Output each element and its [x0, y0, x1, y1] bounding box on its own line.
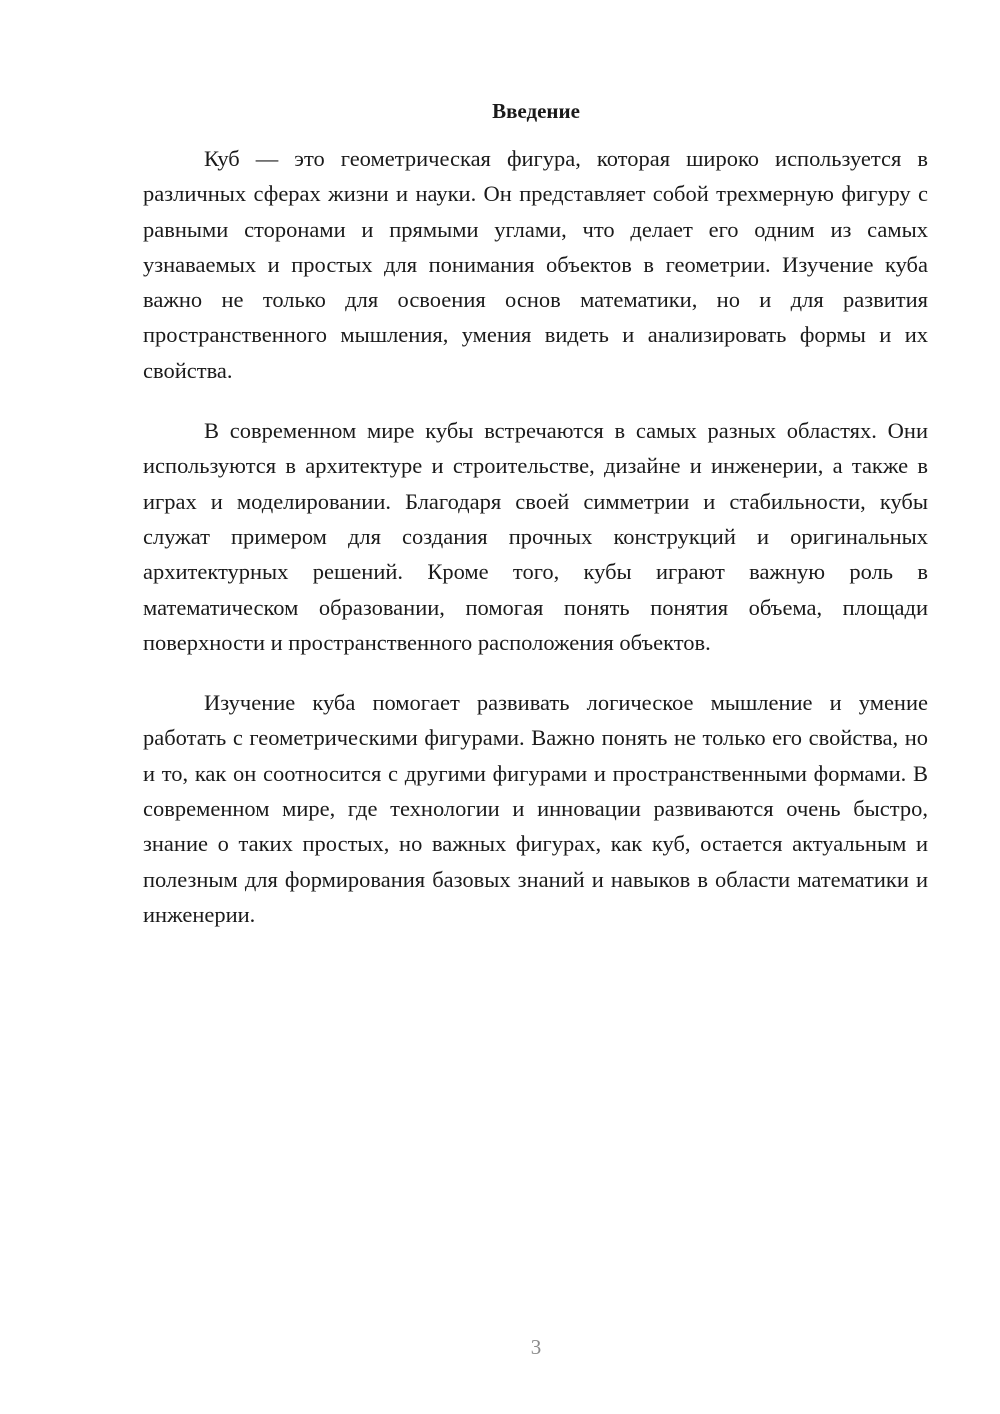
paragraph-2: В современном мире кубы встречаются в самых разных областях. Они используются в архитектуре и строительстве, дизайне и инженерии, а также в играх и моделировании. Благодаря своей симметрии и стабильности, кубы служат примером для создания прочных конструкций и оригинальных архитектурных решений. Кроме того, кубы играют важную роль в математическом образовании, помогая понять понятия объема, площади поверхности и пространственного расположения объектов.: [143, 418, 928, 655]
paragraph-3: Изучение куба помогает развивать логическое мышление и умение работать с геометрическими фигурами. Важно понять не только его свойства, но и то, как он соотносится с другими фигурами и пространственными формами. В современном мире, где технологии и инновации развиваются очень быстро, знание о таких простых, но важных фигурах, как куб, остается актуальным и полезным для формирования базовых знаний и навыков в области математики и инженерии.: [143, 690, 928, 927]
body-text: [143, 141, 928, 957]
section-title: Введение: [492, 99, 580, 123]
paragraph-1: Куб — это геометрическая фигура, которая широко используется в различных сферах жизни и науки. Он представляет собой трехмерную фигуру с равными сторонами и прямыми углами, что делает его одним из самых узнаваемых и простых для понимания объектов в геометрии. Изучение куба важно не только для освоения основ математики, но и для развития пространственного мышления, умения видеть и анализировать формы и их свойства.: [143, 146, 928, 383]
page-number: 3: [530, 1335, 542, 1359]
